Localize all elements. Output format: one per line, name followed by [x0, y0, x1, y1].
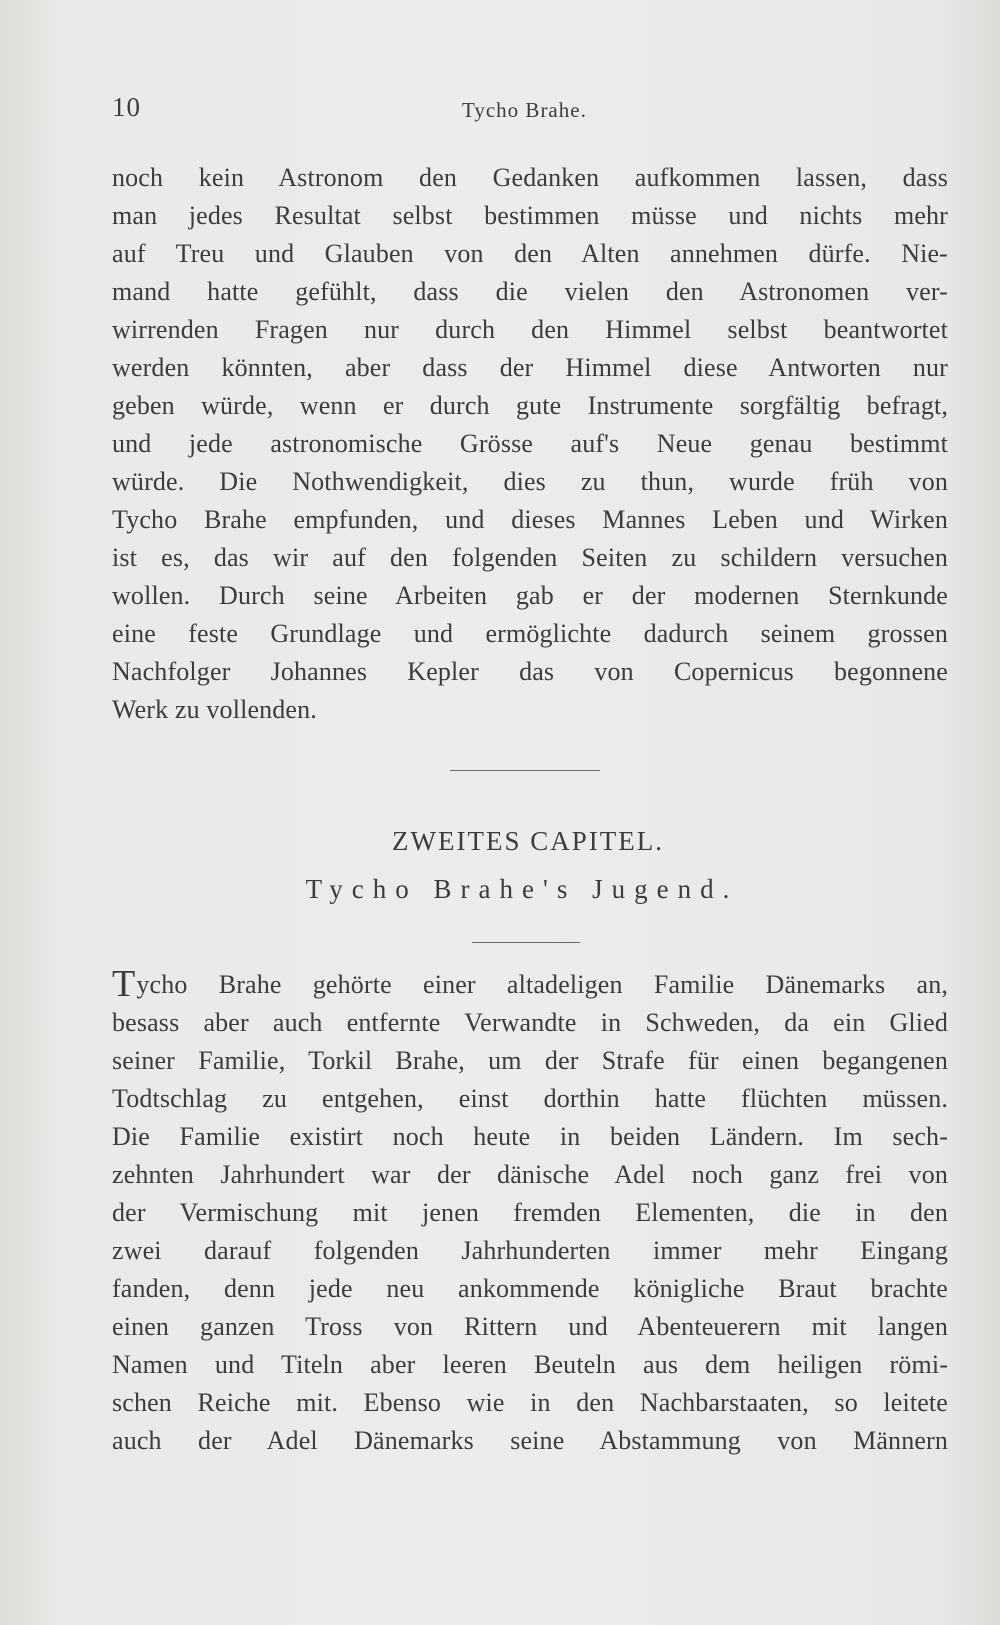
text-line: seiner Familie, Torkil Brahe, um der Strafe für einen begangenen — [112, 1046, 948, 1075]
text-line: Werk zu vollenden. — [112, 695, 317, 724]
first-line-text: ycho Brahe gehörte einer altadeligen Familie Dänemarks an, — [136, 970, 948, 999]
text-line: wirrenden Fragen nur durch den Himmel selbst beantwortet — [112, 315, 948, 344]
text-line: auch der Adel Dänemarks seine Abstammung von Männern — [112, 1426, 948, 1455]
text-line: Todtschlag zu entgehen, einst dorthin hatte flüchten müssen. — [112, 1084, 948, 1113]
text-line: Nachfolger Johannes Kepler das von Copernicus begonnene — [112, 657, 948, 686]
paragraph-chapter — [112, 963, 948, 1460]
text-line: mand hatte gefühlt, dass die vielen den Astronomen ver- — [112, 277, 948, 306]
text-line: einen ganzen Tross von Rittern und Abenteuerern mit langen — [112, 1312, 948, 1341]
chapter-heading: ZWEITES CAPITEL. — [392, 826, 664, 856]
page-number: 10 — [112, 92, 141, 122]
text-line: zwei darauf folgenden Jahrhunderten immer mehr Eingang — [112, 1236, 948, 1265]
text-line: Die Familie existirt noch heute in beiden Ländern. Im sech- — [112, 1122, 948, 1151]
text-line: würde. Die Nothwendigkeit, dies zu thun, wurde früh von — [112, 467, 948, 496]
text-line: geben würde, wenn er durch gute Instrumente sorgfältig befragt, — [112, 391, 948, 420]
text-line: zehnten Jahrhundert war der dänische Adel noch ganz frei von — [112, 1160, 948, 1189]
text-line: Tycho Brahe empfunden, und dieses Mannes Leben und Wirken — [112, 505, 948, 534]
text-line: wollen. Durch seine Arbeiten gab er der modernen Sternkunde — [112, 581, 948, 610]
text-line: fanden, denn jede neu ankommende königliche Braut brachte — [112, 1274, 948, 1303]
paragraph-intro — [112, 159, 948, 729]
text-line: man jedes Resultat selbst bestimmen müsse und nichts mehr — [112, 201, 948, 230]
text-line: auf Treu und Glauben von den Alten annehmen dürfe. Nie- — [112, 239, 948, 268]
text-line: und jede astronomische Grösse auf's Neue genau bestimmt — [112, 429, 948, 458]
heading-divider — [472, 942, 580, 943]
running-head — [112, 92, 948, 132]
section-divider — [450, 770, 600, 771]
chapter-subtitle: Tycho Brahe's Jugend. — [305, 874, 739, 904]
text-line: schen Reiche mit. Ebenso wie in den Nachbarstaaten, so leitete — [112, 1388, 948, 1417]
text-line: der Vermischung mit jenen fremden Elementen, die in den — [112, 1198, 948, 1227]
text-line: ist es, das wir auf den folgenden Seiten zu schildern versuchen — [112, 543, 948, 572]
text-line-first — [112, 963, 948, 1005]
text-line: noch kein Astronom den Gedanken aufkommen lassen, dass — [112, 163, 948, 192]
running-title: Tycho Brahe. — [462, 98, 587, 122]
text-line: besass aber auch entfernte Verwandte in Schweden, da ein Glied — [112, 1008, 948, 1037]
drop-cap: T — [112, 963, 136, 1005]
text-line: Namen und Titeln aber leeren Beuteln aus dem heiligen römi- — [112, 1350, 948, 1379]
text-line: eine feste Grundlage und ermöglichte dadurch seinem grossen — [112, 619, 948, 648]
text-line: werden könnten, aber dass der Himmel diese Antworten nur — [112, 353, 948, 382]
